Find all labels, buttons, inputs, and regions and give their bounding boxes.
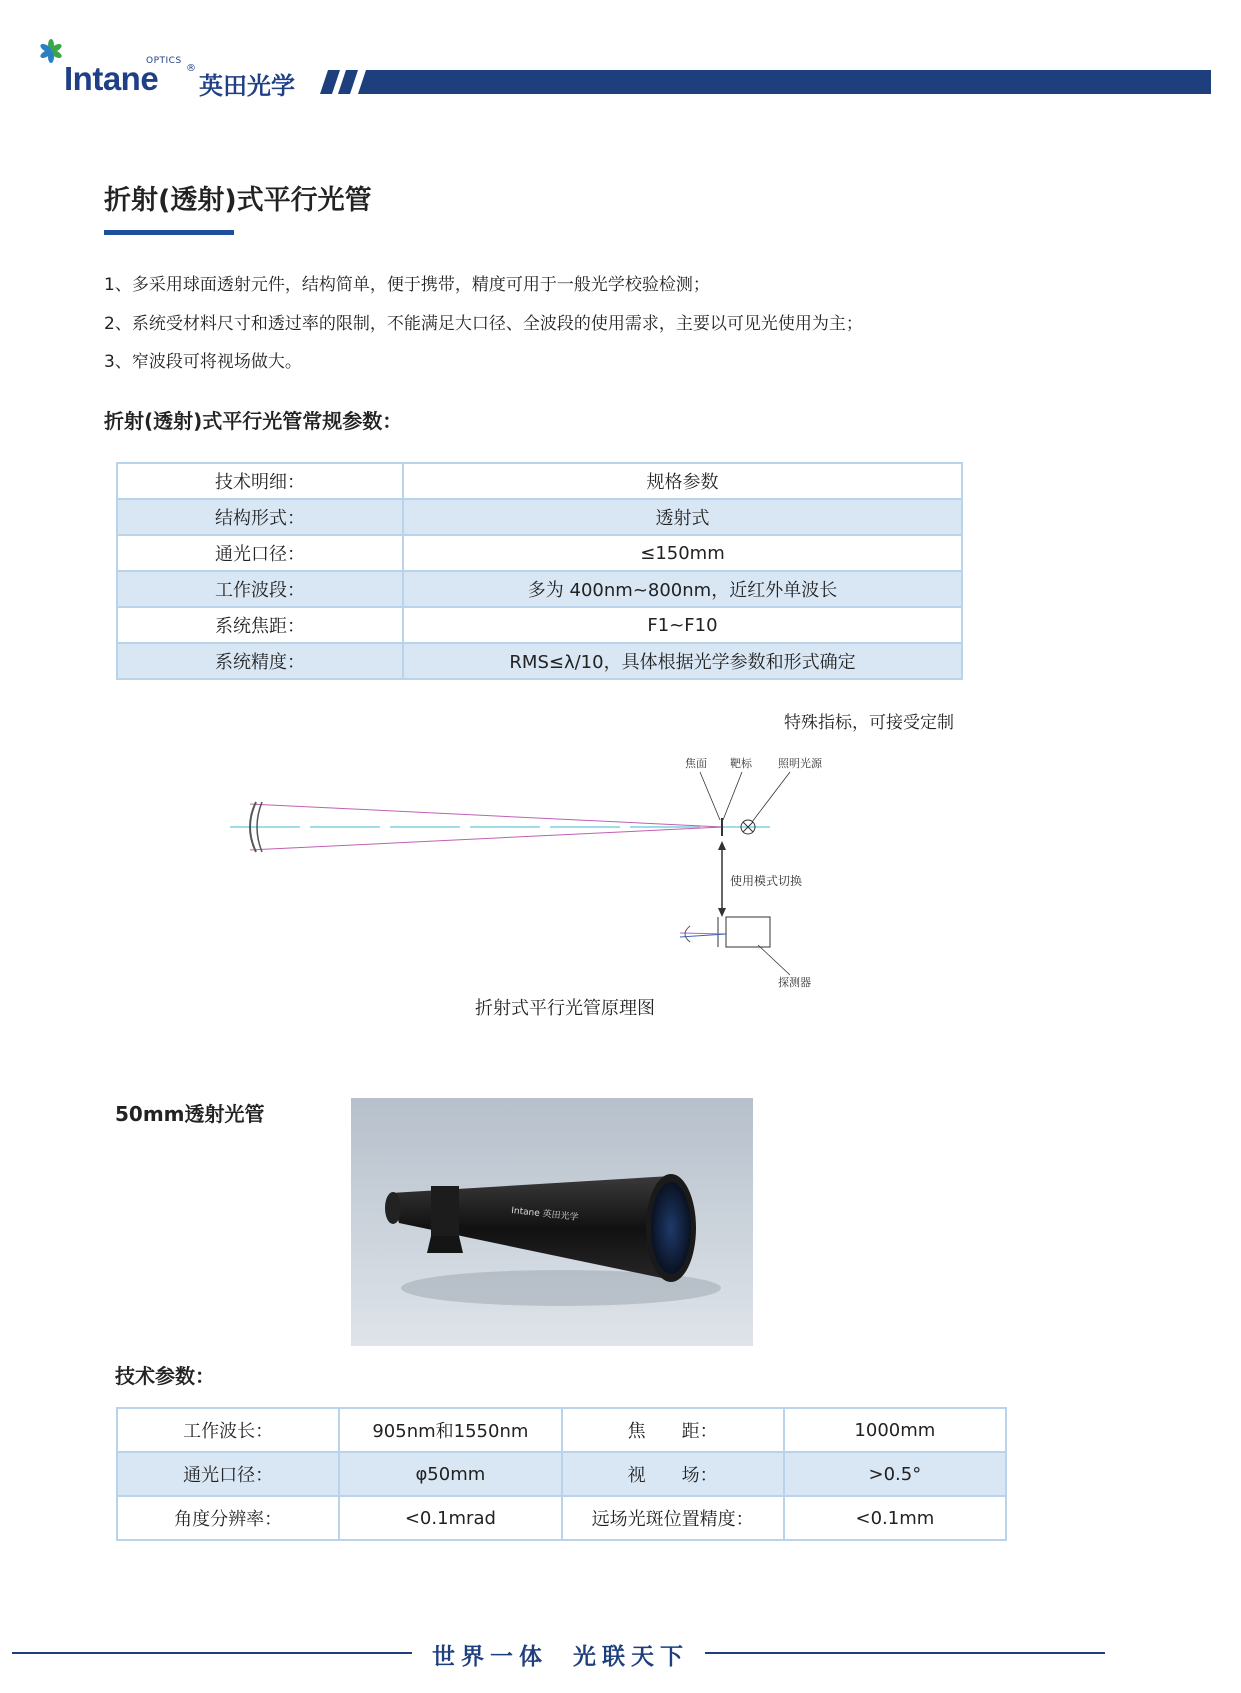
- tech-table: [116, 1407, 1007, 1541]
- table-row: [117, 463, 962, 499]
- table-cell: 905nm和1550nm: [339, 1408, 561, 1452]
- footer-divider: [12, 1652, 412, 1654]
- tech-heading: 技术参数：: [115, 1364, 215, 1388]
- table-row: [117, 535, 962, 571]
- table-cell: 规格参数: [403, 463, 962, 499]
- table-cell: 通光口径：: [117, 535, 403, 571]
- registered-mark: ®: [186, 63, 196, 74]
- table-cell: >0.5°: [784, 1452, 1006, 1496]
- feature-item: 2、系统受材料尺寸和透过率的限制，不能满足大口径、全波段的使用需求，主要以可见光使用为主；: [104, 314, 863, 334]
- collimator-tube-photo: [351, 1098, 753, 1346]
- collimator-principle-diagram: [230, 750, 870, 990]
- label-light-source: 照明光源: [778, 757, 822, 770]
- table-cell: ≤150mm: [403, 535, 962, 571]
- table-cell: 系统焦距：: [117, 607, 403, 643]
- table-cell: 工作波长：: [117, 1408, 339, 1452]
- table-cell: 1000mm: [784, 1408, 1006, 1452]
- label-focal-plane: 焦面: [685, 757, 707, 770]
- table-cell: φ50mm: [339, 1452, 561, 1496]
- table-cell: F1~F10: [403, 607, 962, 643]
- table-row: [117, 1452, 1006, 1496]
- footer-divider: [705, 1652, 1105, 1654]
- table-cell: <0.1mrad: [339, 1496, 561, 1540]
- brand-name-cn: 英田光学: [199, 72, 295, 100]
- table-row: [117, 499, 962, 535]
- table-cell: 结构形式：: [117, 499, 403, 535]
- label-target: 靶标: [730, 757, 752, 770]
- table-cell: 焦 距：: [562, 1408, 784, 1452]
- label-detector: 探测器: [778, 976, 811, 989]
- table-cell: 多为 400nm~800nm，近红外单波长: [403, 571, 962, 607]
- brand-name: Intane: [64, 60, 159, 97]
- table-cell: 系统精度：: [117, 643, 403, 679]
- table-row: [117, 643, 962, 679]
- table-row: [117, 1408, 1006, 1452]
- ray-upper: [250, 804, 722, 827]
- footer-slogan: 世界一体: [432, 1644, 548, 1670]
- photo-brand-text: Intane 英田光学: [510, 1206, 579, 1224]
- detector-icon: [726, 917, 770, 947]
- table-cell: 工作波段：: [117, 571, 403, 607]
- table-cell: 透射式: [403, 499, 962, 535]
- table-cell: 角度分辨率：: [117, 1496, 339, 1540]
- table-cell: 通光口径：: [117, 1452, 339, 1496]
- table-row: [117, 607, 962, 643]
- ray-lower: [250, 827, 722, 850]
- feature-item: 3、窄波段可将视场做大。: [104, 352, 302, 372]
- table-cell: 技术明细：: [117, 463, 403, 499]
- diagram-caption: 折射式平行光管原理图: [475, 998, 655, 1019]
- page-title: 折射(透射)式平行光管: [104, 185, 372, 216]
- table-row: [117, 1496, 1006, 1540]
- logo-flower-icon: [34, 38, 68, 68]
- title-underline: [104, 230, 234, 235]
- label-mode-switch: 使用模式切换: [730, 874, 803, 888]
- params-heading: 折射(透射)式平行光管常规参数：: [104, 409, 403, 433]
- product-title: 50mm透射光管: [115, 1102, 265, 1126]
- header-stripe-bar: [320, 70, 1211, 94]
- brand-optics-label: OPTICS: [146, 56, 182, 66]
- table-cell: 远场光斑位置精度：: [562, 1496, 784, 1540]
- table-cell: 视 场：: [562, 1452, 784, 1496]
- custom-note: 特殊指标，可接受定制: [784, 713, 954, 733]
- table-cell: RMS≤λ/10，具体根据光学参数和形式确定: [403, 643, 962, 679]
- footer-slogan: 光联天下: [573, 1644, 689, 1670]
- table-row: [117, 571, 962, 607]
- spec-table: [116, 462, 963, 680]
- feature-item: 1、多采用球面透射元件，结构简单，便于携带，精度可用于一般光学校验检测；: [104, 275, 710, 295]
- table-cell: <0.1mm: [784, 1496, 1006, 1540]
